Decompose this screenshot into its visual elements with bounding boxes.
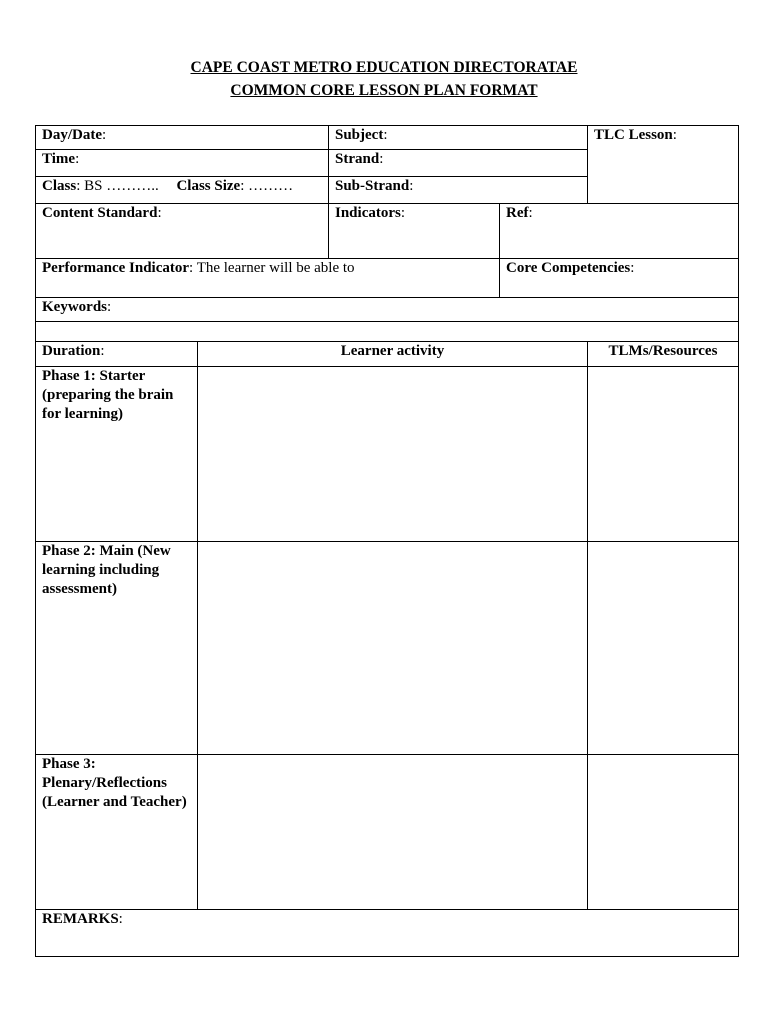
indicators-label: Indicators	[335, 205, 401, 221]
performance-indicator-label: Performance Indicator	[42, 260, 190, 276]
colon: :	[528, 205, 533, 221]
phase-2-label-cell	[35, 541, 198, 755]
keywords-label: Keywords	[42, 299, 107, 315]
time-label: Time	[42, 151, 76, 167]
colon: :	[400, 205, 406, 221]
phase-1-tlms-cell[interactable]	[587, 366, 739, 542]
phase-2-tlms-cell[interactable]	[587, 541, 739, 755]
performance-text: The learner will be able to	[193, 260, 355, 276]
colon: :	[107, 299, 112, 315]
core-competencies-label: Core Competencies	[506, 260, 631, 276]
colon: :	[100, 343, 105, 359]
colon: :	[76, 178, 81, 194]
colon: :	[630, 260, 635, 276]
phase-3-activity-cell[interactable]	[197, 754, 588, 910]
colon: :	[157, 205, 162, 221]
colon: :	[409, 178, 414, 194]
subject-label: Subject	[335, 127, 384, 143]
day-date-label: Day/Date	[42, 127, 102, 143]
tlms-header	[587, 341, 739, 367]
class-size-value: ………	[244, 178, 294, 194]
class-size-label: Class Size	[176, 178, 241, 194]
indicators-cell[interactable]	[328, 203, 500, 259]
tlc-lesson-label: TLC Lesson	[594, 127, 673, 143]
colon: :	[379, 151, 384, 167]
tlc-lesson-cell[interactable]	[587, 125, 739, 204]
spacer-row	[35, 321, 739, 342]
core-competencies-cell[interactable]	[499, 258, 739, 298]
sub-strand-label: Sub-Strand	[335, 178, 410, 194]
ref-label: Ref	[506, 205, 529, 221]
colon: :	[189, 260, 194, 276]
tlms-label: TLMs/Resources	[608, 343, 718, 359]
learner-activity-label: Learner activity	[340, 343, 445, 359]
duration-header	[35, 341, 198, 367]
remarks-label: REMARKS	[42, 911, 119, 927]
class-cell[interactable]	[35, 176, 329, 204]
colon: :	[75, 151, 80, 167]
phase-3-label: Phase 3: Plenary/Reflections (Learner and Teacher)	[42, 756, 187, 810]
time-cell[interactable]	[35, 149, 329, 177]
content-standard-label: Content Standard	[42, 205, 158, 221]
class-value: BS ………..	[80, 178, 163, 194]
strand-label: Strand	[335, 151, 380, 167]
phase-1-activity-cell[interactable]	[197, 366, 588, 542]
phase-2-label: Phase 2: Main (New learning including assessment)	[42, 543, 171, 597]
performance-indicator-cell[interactable]	[35, 258, 500, 298]
strand-cell[interactable]	[328, 149, 588, 177]
colon: :	[383, 127, 388, 143]
colon: :	[102, 127, 107, 143]
colon: :	[118, 911, 123, 927]
form-title: COMMON CORE LESSON PLAN FORMAT	[230, 82, 538, 99]
directorate-title: CAPE COAST METRO EDUCATION DIRECTORATAE	[190, 59, 578, 76]
phase-3-label-cell	[35, 754, 198, 910]
subject-cell[interactable]	[328, 125, 588, 150]
sub-strand-cell[interactable]	[328, 176, 588, 204]
learner-activity-header	[197, 341, 588, 367]
phase-1-label-cell	[35, 366, 198, 542]
keywords-cell[interactable]	[35, 297, 739, 322]
duration-label: Duration	[42, 343, 101, 359]
phase-3-tlms-cell[interactable]	[587, 754, 739, 910]
phase-1-label: Phase 1: Starter (preparing the brain for learning)	[42, 368, 174, 422]
phase-2-activity-cell[interactable]	[197, 541, 588, 755]
remarks-cell[interactable]	[35, 909, 739, 957]
content-standard-cell[interactable]	[35, 203, 329, 259]
day-date-cell[interactable]	[35, 125, 329, 150]
class-label: Class	[42, 178, 77, 194]
ref-cell[interactable]	[499, 203, 739, 259]
colon: :	[672, 127, 677, 143]
colon: :	[240, 178, 245, 194]
